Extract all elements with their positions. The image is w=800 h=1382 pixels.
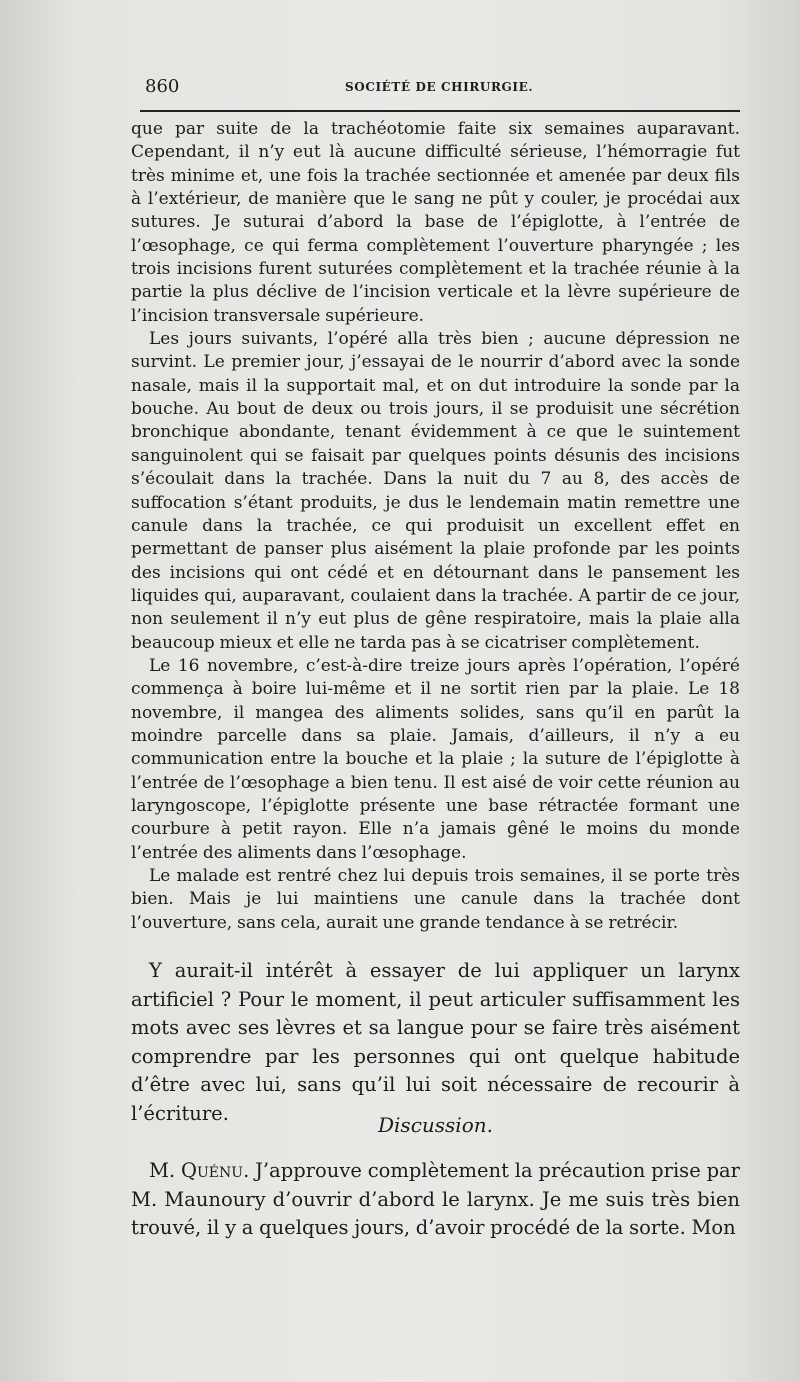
- page-number: 860: [145, 76, 180, 97]
- body-text: [131, 118, 740, 935]
- discussion-text: . J’approuve complètement la précaution prise par M. Maunoury d’ouvrir d’abord le larynx. Je me suis très bien trouvé, il y a quelques jours, d’avoir procédé de la sorte. Mon: [131, 1159, 740, 1239]
- speaker-name: Quénu: [181, 1159, 244, 1182]
- paragraph-sutures: que par suite de la trachéotomie faite six semaines auparavant. Cependant, il n’y eut là aucune difficulté sérieuse, l’hémorragie fut très minime et, une fois la trachée sectionnée et amenée par deux fils à l’extérieur, de manière que le sang ne pût y couler, je procédai aux sutures. Je suturai d’abord la base de l’épiglotte, à l’entrée de l’œsophage, ce qui ferma complètement l’ouverture pharyngée ; les trois incisions furent suturées complètement et la trachée réunie à la partie la plus déclive de l’incision verticale et la lèvre supérieure de l’incision transversale supérieure.: [131, 119, 740, 326]
- artificial-larynx-paragraph-block: [131, 957, 740, 1128]
- paragraph-artificial-larynx: Y aurait-il intérêt à essayer de lui appliquer un larynx artificiel ? Pour le moment, il peut articuler suffisamment les mots avec ses lèvres et sa langue pour se faire très aisément comprendre par les personnes qui ont quelque habitude d’être avec lui, sans qu’il lui soit nécessaire de recourir à l’écriture.: [131, 959, 740, 1125]
- speaker-prefix: M.: [149, 1159, 176, 1182]
- discussion-paragraph: [131, 1157, 740, 1243]
- discussion-block: [131, 1157, 740, 1243]
- paragraph-following-days: Les jours suivants, l’opéré alla très bien ; aucune dépression ne survint. Le premier jour, j’essayai de le nourrir d’abord avec la sonde nasale, mais il la supportait mal, et on dut introduire la sonde par la bouche. Au bout de deux ou trois jours, il se produisit une sécrétion bronchique abondante, tenant évidemment à ce que le suintement sanguinolent qui se faisait par quelques points désunis des incisions s’écoulait dans la trachée. Dans la nuit du 7 au 8, des accès de suffocation s’étant produits, je dus le lendemain matin remettre une canule dans la trachée, ce qui produisit un excellent effet en permettant de panser plus aisément la plaie profonde par les points des incisions qui ont cédé et en détournant dans le pansement les liquides qui, auparavant, coulaient dans la trachée. A partir de ce jour, non seulement il n’y eut plus de gêne respiratoire, mais la plaie alla beaucoup mieux et elle ne tarda pas à se cicatriser complètement.: [131, 329, 740, 653]
- discussion-heading: Discussion.: [378, 1113, 493, 1137]
- page-header: [145, 76, 740, 102]
- header-rule: [140, 110, 740, 112]
- running-title: SOCIÉTÉ DE CHIRURGIE.: [345, 80, 534, 94]
- paragraph-patient-home: Le malade est rentré chez lui depuis trois semaines, il se porte très bien. Mais je lui maintiens une canule dans la trachée dont l’ouverture, sans cela, aurait une grande tendance à se retrécir.: [131, 866, 740, 933]
- paragraph-november: Le 16 novembre, c’est-à-dire treize jours après l’opération, l’opéré commença à boire lui-même et il ne sortit rien par la plaie. Le 18 novembre, il mangea des aliments solides, sans qu’il en parût la moindre parcelle dans sa plaie. Jamais, d’ailleurs, il n’y a eu communication entre la bouche et la plaie ; la suture de l’épiglotte à l’entrée de l’œsophage a bien tenu. Il est aisé de voir cette réunion au laryngoscope, l’épiglotte présente une base rétractée formant une courbure à petit rayon. Elle n’a jamais gêné le moins du monde l’entrée des aliments dans l’œsophage.: [131, 655, 740, 863]
